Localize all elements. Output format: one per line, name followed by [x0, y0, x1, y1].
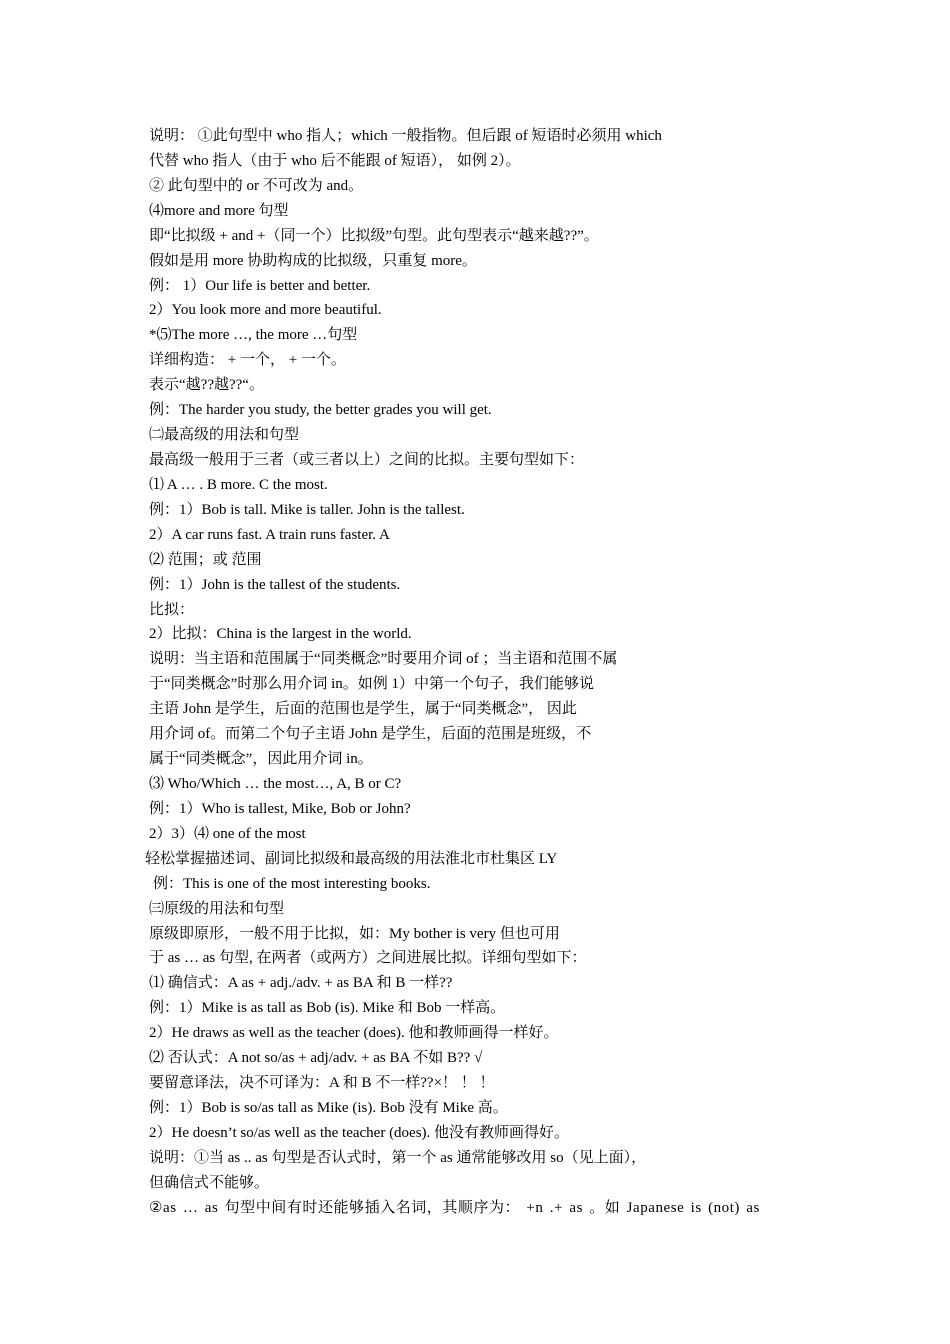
text-line: ⑴ A … . B more. C the most. — [149, 476, 328, 493]
text-line: 2）比拟：China is the largest in the world. — [149, 626, 412, 643]
text-line: 但确信式不能够。 — [149, 1174, 270, 1191]
section-heading: ㈡最高级的用法和句型 — [149, 427, 300, 444]
text-line: 例：1）Who is tallest, Mike, Bob or John? — [149, 800, 411, 817]
text-line: 属于“同类概念”，因此用介词 in。 — [149, 751, 373, 768]
text-line: 2）He doesn’t so/as well as the teacher (does). 他没有教师画得好。 — [149, 1124, 570, 1141]
text-line: 2）A car runs fast. A train runs faster. A — [149, 526, 390, 543]
text-line: 例：This is one of the most interesting books. — [153, 875, 431, 892]
text-line: ⑴ 确信式：A as + adj./adv. + as BA 和 B 一样?? — [149, 975, 453, 992]
text-line: 例：1）Bob is so/as tall as Mike (is). Bob 没有 Mike 高。 — [149, 1099, 508, 1116]
text-line: 最高级一般用于三者（或三者以上）之间的比拟。主要句型如下： — [149, 451, 585, 468]
text-line: ② 此句型中的 or 不可改为 and。 — [149, 177, 364, 194]
section-heading: ㈢原级的用法和句型 — [149, 900, 285, 917]
text-line: ⑶ Who/Which … the most…, A, B or C? — [149, 775, 402, 792]
text-line: 例：1）Bob is tall. Mike is taller. John is the tallest. — [149, 501, 465, 518]
text-line: 详细构造： + 一个， + 一个。 — [149, 352, 346, 369]
text-line: 原级即原形，一般不用于比拟，如：My bother is very 但也可用 — [149, 925, 560, 942]
text-line: 说明：当主语和范围属于“同类概念”时要用介词 of ；当主语和范围不属 — [149, 651, 618, 668]
text-line: 要留意译法，决不可译为：A 和 B 不一样??×！ ！ ！ — [149, 1075, 495, 1092]
text-line: 2）You look more and more beautiful. — [149, 302, 382, 319]
text-line: ⑷more and more 句型 — [149, 202, 289, 219]
text-line: 说明： ①此句型中 who 指人；which 一般指物。但后跟 of 短语时必须用 which — [149, 128, 662, 144]
text-line: ②as … as 句型中间有时还能够插入名词，其顺序为： +n .+ as 。如 Japanese is (not) as — [149, 1199, 760, 1216]
text-line: 主语 John 是学生，后面的范围也是学生，属于“同类概念”， 因此 — [149, 701, 577, 718]
text-line: 于“同类概念”时那么用介词 in。如例 1）中第一个句子，我们能够说 — [149, 676, 594, 693]
text-line: 即“比拟级 + and +（同一个）比拟级”句型。此句型表示“越来越??”。 — [149, 227, 599, 244]
text-line: 说明：①当 as .. as 句型是否认式时，第一个 as 通常能够改用 so（见上面）， — [149, 1149, 647, 1166]
text-line: *⑸The more …, the more …句型 — [149, 327, 358, 344]
text-line: 2）He draws as well as the teacher (does). 他和教师画得一样好。 — [149, 1025, 559, 1042]
document-body — [0, 124, 950, 1221]
page-header-text: 轻松掌握描述词、副词比拟级和最高级的用法淮北市杜集区 LY — [145, 850, 558, 867]
text-line: 2）3）⑷ one of the most — [149, 825, 306, 842]
text-line: 用介词 of。而第二个句子主语 John 是学生，后面的范围是班级，不 — [149, 726, 592, 743]
text-line: 于 as … as 句型, 在两者（或两方）之间进展比拟。详细句型如下： — [149, 950, 587, 967]
text-line: ⑵ 范围；或 范围 — [149, 551, 262, 568]
text-line: 表示“越??越??“。 — [149, 377, 264, 394]
text-line: 例： 1）Our life is better and better. — [149, 277, 371, 294]
text-line: 比拟： — [149, 601, 195, 618]
text-line: 代替 who 指人（由于 who 后不能跟 of 短语）， 如例 2）。 — [149, 152, 521, 169]
text-line: 例：1）John is the tallest of the students. — [149, 576, 401, 593]
text-line: 例：1）Mike is as tall as Bob (is). Mike 和 Bob 一样高。 — [149, 1000, 506, 1017]
text-line: 假如是用 more 协助构成的比拟级，只重复 more。 — [149, 252, 477, 269]
text-line: ⑵ 否认式：A not so/as + adj/adv. + as BA 不如 B?? √ — [149, 1050, 483, 1067]
text-line: 例：The harder you study, the better grades you will get. — [149, 402, 492, 419]
